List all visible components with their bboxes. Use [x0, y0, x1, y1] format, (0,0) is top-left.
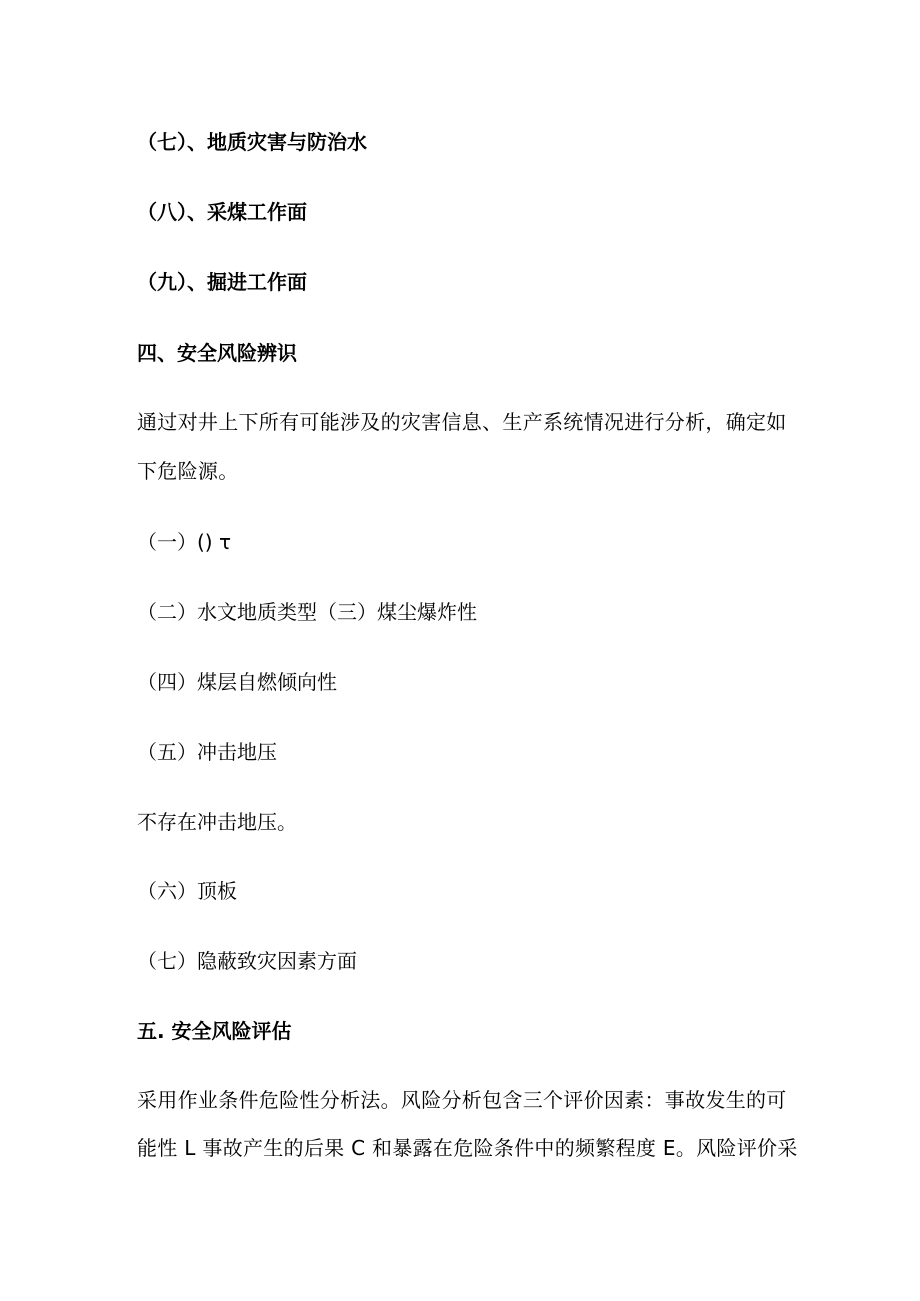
list-item-1: （一）() τ	[137, 530, 232, 554]
section-title-risk-identification: 四、安全风险辨识	[137, 341, 297, 365]
list-item-5-note: 不存在冲击地压。	[137, 810, 297, 834]
list-item-2-3: （二）水文地质类型（三）煤尘爆炸性	[137, 600, 477, 624]
paragraph-hazard-intro-line1: 通过对井上下所有可能涉及的灾害信息、生产系统情况进行分析，确定如	[137, 410, 787, 434]
list-item-6: （六）顶板	[137, 879, 237, 903]
paragraph-assessment-line1: 采用作业条件危险性分析法。风险分析包含三个评价因素：事故发生的可	[137, 1088, 787, 1112]
heading-mining-face: （八）、采煤工作面	[137, 200, 307, 224]
list-item-7: （七）隐蔽致灾因素方面	[137, 949, 357, 973]
heading-geohazard-water: （七）、地质灾害与防治水	[137, 130, 367, 154]
heading-tunneling-face: （九）、掘进工作面	[137, 270, 307, 294]
section-title-risk-assessment: 五. 安全风险评估	[137, 1019, 292, 1043]
paragraph-hazard-intro-line2: 下危险源。	[137, 459, 239, 483]
list-item-5: （五）冲击地压	[137, 740, 277, 764]
paragraph-assessment-line2: 能性 L 事故产生的后果 C 和暴露在危险条件中的频繁程度 E。风险评价采	[137, 1136, 798, 1160]
list-item-4: （四）煤层自燃倾向性	[137, 670, 337, 694]
